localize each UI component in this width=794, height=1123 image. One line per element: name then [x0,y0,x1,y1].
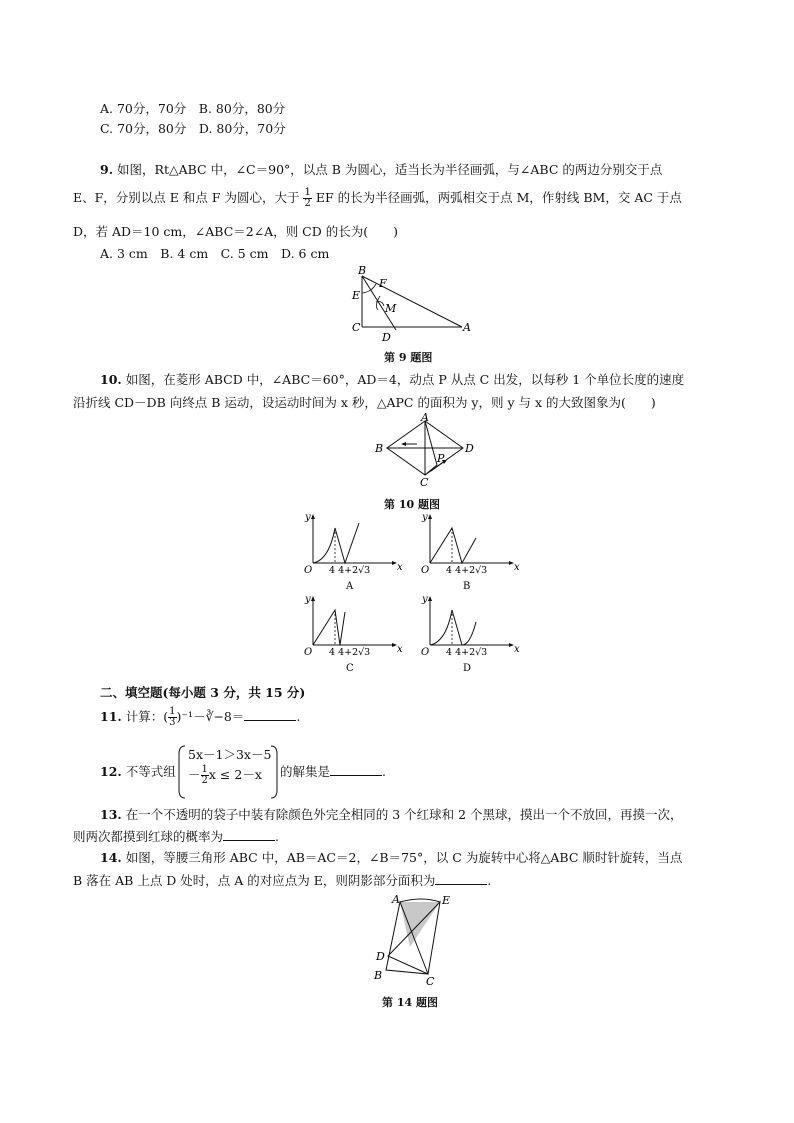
graph-tick-labels: 4 4+2√3 [329,565,371,576]
graph-option-letter: A [346,581,354,592]
q9-number: 9. [100,162,114,177]
q13-line1 [100,805,734,823]
q12-ineq2-b: x ≤ 2－x [208,767,262,782]
q11-prefix: 计算：( [125,709,169,724]
graph-tick-labels: 4 4+2√3 [329,647,371,658]
q9-label-d: D [382,331,391,344]
graph-y-arrow [311,596,315,601]
q9-label-c: C [352,321,361,334]
q12-prefix: 不等式组 [125,764,176,779]
q11-end: . [296,709,301,724]
q9-options: A. 3 cm B. 4 cm C. 5 cm D. 6 cm [100,246,330,261]
q12-suffix-wrap [280,762,386,780]
q9-caption: 第 9 题图 [384,351,433,364]
q14-caption: 第 14 题图 [382,996,438,1009]
graph-origin-label: O [421,647,430,658]
q9-line2 [73,188,734,209]
q11-fraction [168,707,176,728]
q8-options-row1: A. 70分，70分 B. 80分，80分 [100,101,286,116]
q11-suffix: )⁻¹－∛−8＝ [176,709,245,724]
q10-rhombus-figure [365,413,485,489]
graph-y-arrow [428,596,432,601]
graph-option-letter: D [463,663,472,674]
q9-line1 [100,160,734,178]
q12-right-brace [270,744,278,800]
q13-end: . [275,829,279,844]
q13-line2-text: 则两次都摸到红球的概率为 [73,829,224,844]
q14-figure [362,890,462,986]
q13-line1-text: 在一个不透明的袋子中装有除颜色外完全相同的 3 个红球和 2 个黑球，摸出一个不放回，再摸一次， [125,807,683,822]
q10-graph-option-b[interactable] [420,510,520,592]
q10-graph-option-d[interactable] [420,592,520,674]
q10-line2: 沿折线 CD－DB 向终点 B 运动，设运动时间为 x 秒，△APC 的面积为 y，则 y 与 x 的大致图象为( ) [73,395,656,410]
q10-label-d: D [465,442,474,455]
graph-curve [430,528,476,563]
q12-answer-blank[interactable] [330,765,382,776]
q12-label [100,762,176,780]
q12-suffix: 的解集是 [280,764,331,779]
q14-answer-blank[interactable] [435,874,487,885]
q10-segment-cp [425,465,437,475]
q12-number: 12. [100,764,122,779]
q12-ineq1: 5x－1＞3x－5 [188,747,272,762]
graph-y-arrow [311,514,315,519]
q9-frac-num: 1 [304,187,311,198]
q12-left-brace [178,744,186,800]
q9-line2b: EF 的长为半径画弧，两弧相交于点 M，作射线 BM，交 AC 于点 [315,190,682,205]
q10-caption: 第 10 题图 [384,498,440,511]
q10-label-a: A [421,413,429,424]
q14-line2-text: B 落在 AB 上点 D 处时，点 A 的对应点为 E，则阴影部分面积为 [73,873,436,888]
q11-frac-num: 1 [169,706,176,717]
q10-label-c: C [420,476,429,489]
q13-line2 [73,827,734,845]
q14-label-e: E [442,894,451,907]
q9-figure [340,262,480,344]
q10-number: 10. [100,372,122,387]
q13-answer-blank[interactable] [223,830,275,841]
q12-end: . [382,764,386,779]
graph-y-arrow [428,514,432,519]
q10-arrow-left-head [401,442,406,446]
graph-option-letter: C [346,663,354,674]
q13-number: 13. [100,807,122,822]
q10-segment-ap [425,421,437,465]
q14-label-a: A [392,893,400,906]
q8-options-row2: C. 70分，80分 D. 80分，70分 [100,121,286,136]
q14-arc-ae [400,899,440,902]
q9-label-a: A [463,321,471,334]
q11-frac-den: 3 [169,717,176,728]
q14-line1 [100,848,734,866]
q9-line3: D，若 AD＝10 cm，∠ABC＝2∠A，则 CD 的长为( ) [73,224,399,239]
q12-ineq2-num: 1 [201,764,208,775]
q12-ineq2-den: 2 [201,775,208,786]
graph-tick-labels: 4 4+2√3 [446,647,488,658]
q14-line1-text: 如图，等腰三角形 ABC 中，AB＝AC＝2，∠B＝75°，以 C 为旋转中心将△ABC 顺时针旋转，当点 [125,850,683,865]
section2-title: 二、填空题(每小题 3 分，共 15 分) [100,685,306,700]
q9-label-e: E [352,289,361,302]
q9-line1-text: 如图，Rt△ABC 中，∠C＝90°，以点 B 为圆心，适当长为半径画弧，与∠ABC 的两边分别交于点 [117,162,663,177]
q9-fraction [303,188,311,209]
q14-number: 14. [100,850,122,865]
graph-origin-label: O [304,647,313,658]
graph-x-label: x [514,644,520,655]
q14-label-c: C [426,975,435,986]
q9-line2a: E、F，分别以点 E 和点 F 为圆心，大于 [73,190,300,205]
q9-frac-den: 2 [304,198,311,209]
graph-x-label: x [397,644,403,655]
graph-curve [313,523,359,563]
q9-label-f: F [379,277,387,290]
q11-answer-blank[interactable] [244,710,296,721]
graph-y-label: y [305,594,311,605]
graph-option-letter: B [463,581,471,592]
q10-label-b: B [375,442,384,455]
graph-curve [313,610,345,645]
graph-x-label: x [514,562,520,573]
q11-line [100,707,734,728]
graph-tick-labels: 4 4+2√3 [446,565,488,576]
q10-graph-option-a[interactable] [303,510,403,592]
q10-line1 [100,370,734,388]
graph-y-label: y [422,512,428,523]
graph-curve [430,610,476,645]
graph-y-label: y [422,594,428,605]
q9-arc-ef [362,284,376,293]
graph-origin-label: O [421,565,430,576]
graph-origin-label: O [304,565,313,576]
q12-ineq2 [188,765,262,786]
q14-label-b: B [374,969,383,982]
q10-label-p: P [437,452,445,465]
q10-graph-option-c[interactable] [303,592,403,674]
q9-label-m: M [385,302,397,315]
graph-x-label: x [397,562,403,573]
q14-label-d: D [376,950,385,963]
q14-line2 [73,871,734,889]
q12-ineq2-a: － [188,767,201,782]
q12-ineq2-frac [201,765,209,786]
q9-label-b: B [358,264,367,277]
q10-line1-text: 如图，在菱形 ABCD 中，∠ABC＝60°，AD＝4，动点 P 从点 C 出发，以每秒 1 个单位长度的速度 [125,372,685,387]
graph-y-label: y [305,512,311,523]
q14-end: . [487,873,492,888]
q11-number: 11. [100,709,122,724]
